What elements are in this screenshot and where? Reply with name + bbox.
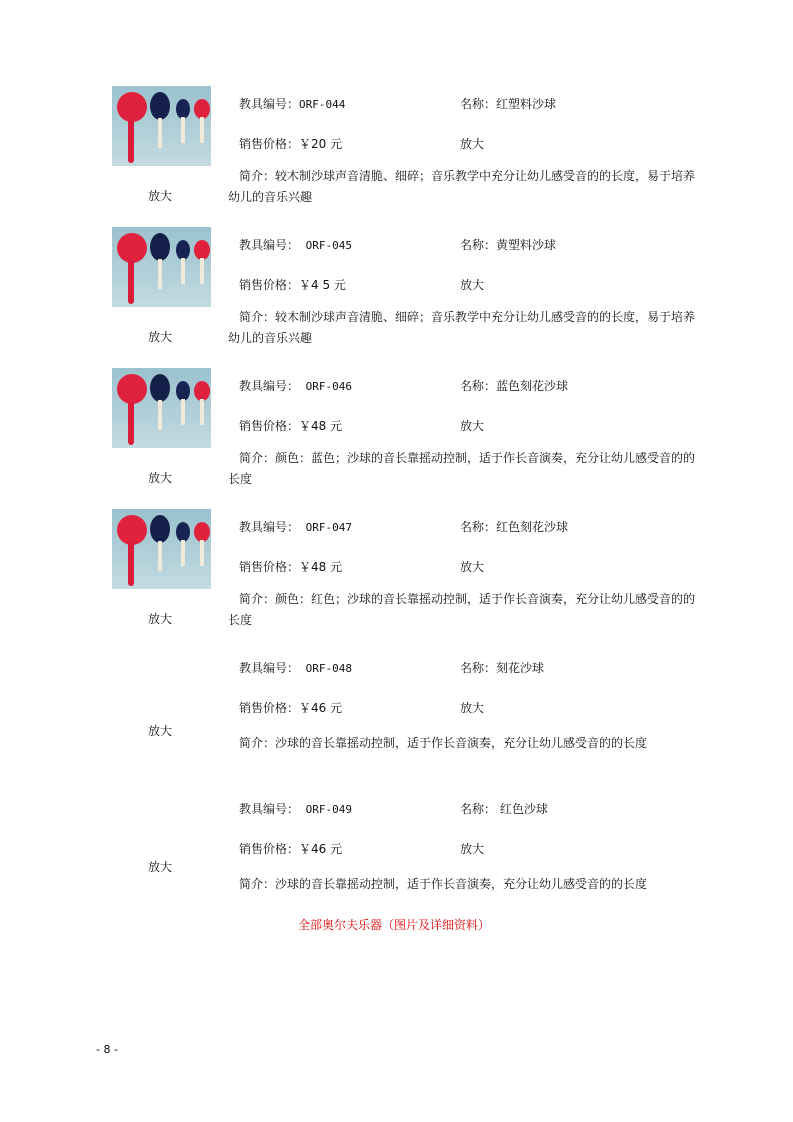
item-intro [228, 448, 698, 490]
name-value: 刻花沙球 [496, 661, 545, 675]
maracas-image [112, 227, 211, 307]
item-name [460, 237, 556, 253]
intro-text: 沙球的音长靠摇动控制，适于作长音演奏，充分让幼儿感受音的的长度 [275, 736, 648, 750]
name-value: 黄塑料沙球 [496, 238, 557, 252]
zoom-link[interactable]: 放大 [148, 189, 173, 203]
item-price [239, 277, 346, 293]
item-intro [228, 589, 698, 631]
intro-label: 简介： [239, 169, 276, 183]
zoom-link[interactable]: 放大 [460, 842, 485, 856]
code-label: 教具编号： [239, 661, 300, 675]
item-code [239, 378, 352, 395]
item-intro [239, 876, 647, 892]
product-item [0, 791, 793, 921]
name-value: 蓝色刻花沙球 [496, 379, 569, 393]
item-intro [239, 735, 647, 751]
name-label: 名称： [460, 379, 497, 393]
zoom-link[interactable]: 放大 [148, 471, 173, 485]
item-code [239, 660, 352, 677]
intro-label: 简介： [239, 451, 276, 465]
price-label: 销售价格： [239, 560, 300, 574]
code-label: 教具编号： [239, 97, 300, 111]
product-item [0, 86, 793, 216]
code-label: 教具编号： [239, 379, 300, 393]
price-value: ￥48 元 [299, 560, 343, 574]
zoom-link[interactable]: 放大 [460, 278, 485, 292]
product-item [0, 368, 793, 498]
item-price [239, 136, 342, 152]
maracas-image [112, 509, 211, 589]
intro-text: 较木制沙球声音清脆、细碎；音乐教学中充分让幼儿感受音的的长度，易于培养幼儿的音乐兴趣 [228, 310, 696, 345]
product-image[interactable] [112, 227, 211, 307]
item-name [460, 801, 548, 817]
zoom-link[interactable]: 放大 [460, 560, 485, 574]
code-value: ORF-049 [299, 803, 352, 816]
zoom-link[interactable]: 放大 [148, 724, 173, 738]
code-label: 教具编号： [239, 802, 300, 816]
item-code [239, 96, 345, 113]
product-item [0, 650, 793, 780]
price-value: ￥4 5 元 [299, 278, 346, 292]
code-value: ORF-046 [299, 380, 352, 393]
price-value: ￥20 元 [299, 137, 343, 151]
item-price [239, 841, 342, 857]
zoom-link[interactable]: 放大 [148, 860, 173, 874]
product-item [0, 509, 793, 639]
item-intro [228, 307, 698, 349]
zoom-link[interactable]: 放大 [460, 137, 485, 151]
name-label: 名称： [460, 661, 497, 675]
zoom-link[interactable]: 放大 [460, 701, 485, 715]
price-label: 销售价格： [239, 842, 300, 856]
price-value: ￥48 元 [299, 419, 343, 433]
product-image[interactable] [112, 509, 211, 589]
intro-text: 颜色：红色；沙球的音长靠摇动控制，适于作长音演奏，充分让幼儿感受音的的长度 [228, 592, 696, 627]
price-value: ￥46 元 [299, 842, 343, 856]
item-code [239, 801, 352, 818]
intro-label: 简介： [239, 736, 276, 750]
product-image[interactable] [112, 368, 211, 448]
code-value: ORF-044 [299, 98, 346, 111]
product-image[interactable] [112, 86, 211, 166]
item-code [239, 519, 352, 536]
name-label: 名称： [460, 520, 497, 534]
item-name [460, 660, 544, 676]
product-item [0, 227, 793, 357]
page-number: - 8 - [96, 1043, 118, 1056]
item-name [460, 96, 556, 112]
item-price [239, 418, 342, 434]
intro-label: 简介： [239, 877, 276, 891]
code-value: ORF-047 [299, 521, 352, 534]
price-label: 销售价格： [239, 137, 300, 151]
intro-text: 颜色：蓝色；沙球的音长靠摇动控制，适于作长音演奏，充分让幼儿感受音的的长度 [228, 451, 696, 486]
zoom-link[interactable]: 放大 [148, 612, 173, 626]
intro-text: 沙球的音长靠摇动控制，适于作长音演奏，充分让幼儿感受音的的长度 [275, 877, 648, 891]
name-value: 红色刻花沙球 [496, 520, 569, 534]
code-value: ORF-045 [299, 239, 352, 252]
item-name [460, 519, 568, 535]
item-price [239, 559, 342, 575]
item-code [239, 237, 352, 254]
zoom-link[interactable]: 放大 [148, 330, 173, 344]
code-label: 教具编号： [239, 520, 300, 534]
code-value: ORF-048 [299, 662, 352, 675]
maracas-image [112, 86, 211, 166]
maracas-image [112, 368, 211, 448]
intro-label: 简介： [239, 310, 276, 324]
name-label: 名称： [460, 802, 497, 816]
intro-text: 较木制沙球声音清脆、细碎；音乐教学中充分让幼儿感受音的的长度，易于培养幼儿的音乐兴趣 [228, 169, 696, 204]
all-orff-instruments-link[interactable]: 全部奥尔夫乐器（图片及详细资料） [298, 918, 491, 932]
name-label: 名称： [460, 97, 497, 111]
price-label: 销售价格： [239, 419, 300, 433]
code-label: 教具编号： [239, 238, 300, 252]
item-intro [228, 166, 698, 208]
item-price [239, 700, 342, 716]
zoom-link[interactable]: 放大 [460, 419, 485, 433]
name-value: 红色沙球 [496, 802, 548, 816]
item-name [460, 378, 568, 394]
name-label: 名称： [460, 238, 497, 252]
price-label: 销售价格： [239, 701, 300, 715]
price-value: ￥46 元 [299, 701, 343, 715]
intro-label: 简介： [239, 592, 276, 606]
name-value: 红塑料沙球 [496, 97, 557, 111]
price-label: 销售价格： [239, 278, 300, 292]
